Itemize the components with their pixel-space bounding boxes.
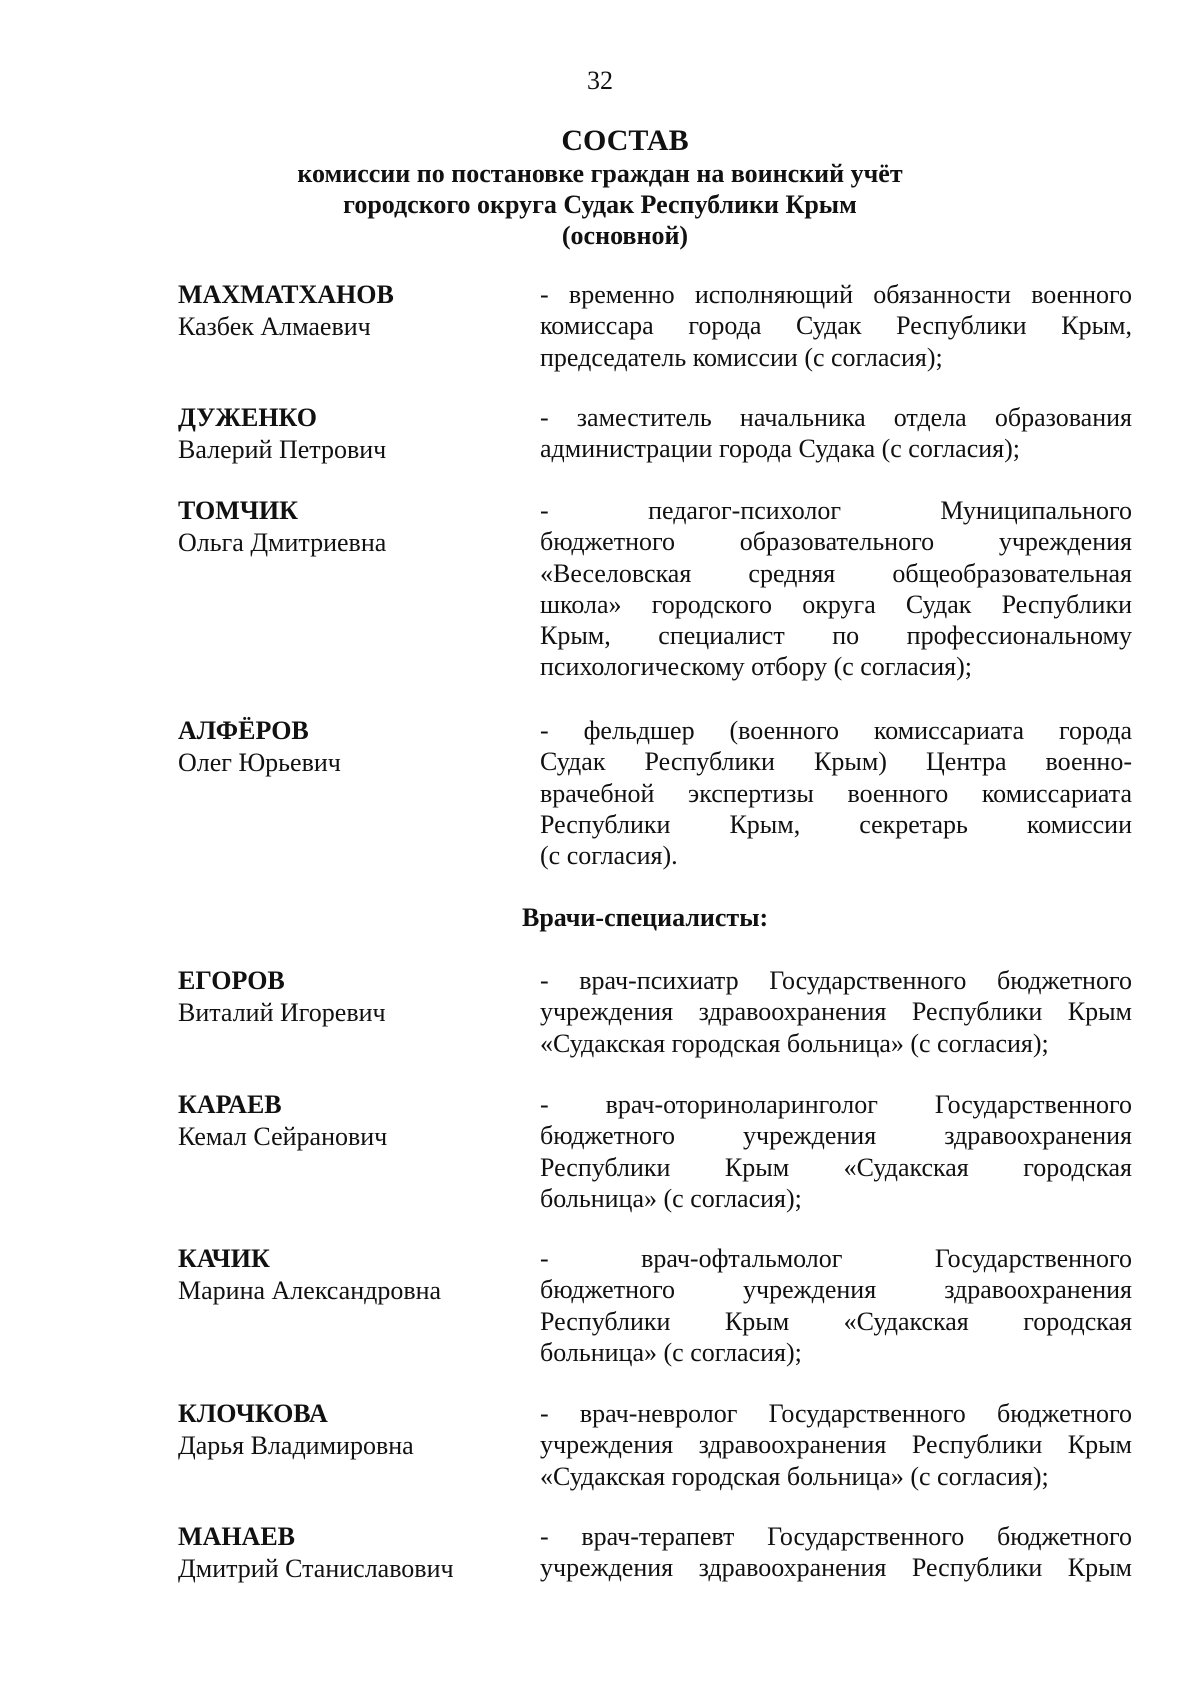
role-line: - педагог-психолог Муниципального xyxy=(540,496,1132,525)
document-heading xyxy=(0,124,1200,251)
specialist-surname: МАНАЕВ xyxy=(178,1522,295,1551)
role-line: - врач-психиатр Государственного бюджетного xyxy=(540,966,1132,995)
member-given-name: Олег Юрьевич xyxy=(178,748,341,777)
role-line: учреждения здравоохранения Республики Крым xyxy=(540,997,1132,1027)
specialist-surname: ЕГОРОВ xyxy=(178,966,285,995)
role-line: врачебной экспертизы военного комиссариата xyxy=(540,778,1132,808)
member-surname: ТОМЧИК xyxy=(178,496,298,525)
specialist-role xyxy=(540,1521,1132,1584)
member-given-name: Ольга Дмитриевна xyxy=(178,528,387,557)
role-line: бюджетного учреждения здравоохранения xyxy=(540,1121,1132,1151)
specialist-given-name: Дарья Владимировна xyxy=(178,1431,414,1460)
heading-line-1: комиссии по постановке граждан на воинский учёт xyxy=(297,159,903,188)
role-line: школа» городского округа Судак Республики xyxy=(540,589,1132,619)
role-line: бюджетного учреждения здравоохранения xyxy=(540,1275,1132,1305)
specialist-surname: КАРАЕВ xyxy=(178,1090,282,1119)
specialist-surname: КЛОЧКОВА xyxy=(178,1399,328,1428)
member-given-name: Казбек Алмаевич xyxy=(178,312,371,341)
page-number: 32 xyxy=(587,66,613,95)
role-line: - врач-офтальмолог Государственного xyxy=(540,1244,1132,1273)
specialists-heading: Врачи-специалисты: xyxy=(522,903,769,932)
role-line: комиссара города Судак Республики Крым, xyxy=(540,311,1132,341)
specialist-role xyxy=(540,1089,1132,1214)
role-line: (с согласия). xyxy=(540,841,678,871)
member-surname: МАХМАТХАНОВ xyxy=(178,280,394,309)
role-line: психологическому отбору (с согласия); xyxy=(540,652,972,682)
role-line: - врач-оториноларинголог Государственного xyxy=(540,1090,1132,1119)
role-line: бюджетного образовательного учреждения xyxy=(540,527,1132,557)
specialist-role xyxy=(540,965,1132,1059)
heading-title: СОСТАВ xyxy=(561,124,689,157)
specialist-role xyxy=(540,1398,1132,1492)
specialist-given-name: Марина Александровна xyxy=(178,1276,442,1305)
role-line: Крым, специалист по профессиональному xyxy=(540,621,1132,651)
role-line: администрации города Судака (с согласия); xyxy=(540,434,1020,464)
role-line: - временно исполняющий обязанности военного xyxy=(540,280,1132,309)
role-line: - заместитель начальника отдела образования xyxy=(540,403,1132,432)
specialist-given-name: Виталий Игоревич xyxy=(178,998,386,1027)
role-line: Республики Крым «Судакская городская xyxy=(540,1152,1132,1182)
role-line: председатель комиссии (с согласия); xyxy=(540,342,943,372)
role-line: Республики Крым, секретарь комиссии xyxy=(540,809,1132,839)
member-role xyxy=(540,402,1132,465)
role-line: - фельдшер (военного комиссариата города xyxy=(540,716,1132,745)
role-line: учреждения здравоохранения Республики Крым xyxy=(540,1553,1132,1583)
specialist-given-name: Кемал Сейранович xyxy=(178,1122,388,1151)
member-role xyxy=(540,495,1132,683)
member-surname: АЛФЁРОВ xyxy=(178,716,309,745)
role-line: Республики Крым «Судакская городская xyxy=(540,1306,1132,1336)
member-role xyxy=(540,715,1132,871)
member-given-name: Валерий Петрович xyxy=(178,435,387,464)
role-line: «Судакская городская больница» (с согласия); xyxy=(540,1028,1049,1058)
member-role xyxy=(540,279,1132,373)
role-line: - врач-терапевт Государственного бюджетного xyxy=(540,1522,1132,1551)
role-line: больница» (с согласия); xyxy=(540,1183,802,1213)
heading-line-2: городского округа Судак Республики Крым xyxy=(343,190,857,219)
role-line: «Веселовская средняя общеобразовательная xyxy=(540,558,1132,588)
member-surname: ДУЖЕНКО xyxy=(178,403,317,432)
specialist-given-name: Дмитрий Станиславович xyxy=(178,1554,454,1583)
role-line: учреждения здравоохранения Республики Крым xyxy=(540,1430,1132,1460)
role-line: - врач-невролог Государственного бюджетного xyxy=(540,1399,1132,1428)
role-line: «Судакская городская больница» (с согласия); xyxy=(540,1461,1049,1491)
role-line: больница» (с согласия); xyxy=(540,1337,802,1367)
heading-line-3: (основной) xyxy=(561,221,689,250)
specialist-surname: КАЧИК xyxy=(178,1244,270,1273)
specialist-role xyxy=(540,1243,1132,1368)
role-line: Судак Республики Крым) Центра военно- xyxy=(540,747,1132,777)
